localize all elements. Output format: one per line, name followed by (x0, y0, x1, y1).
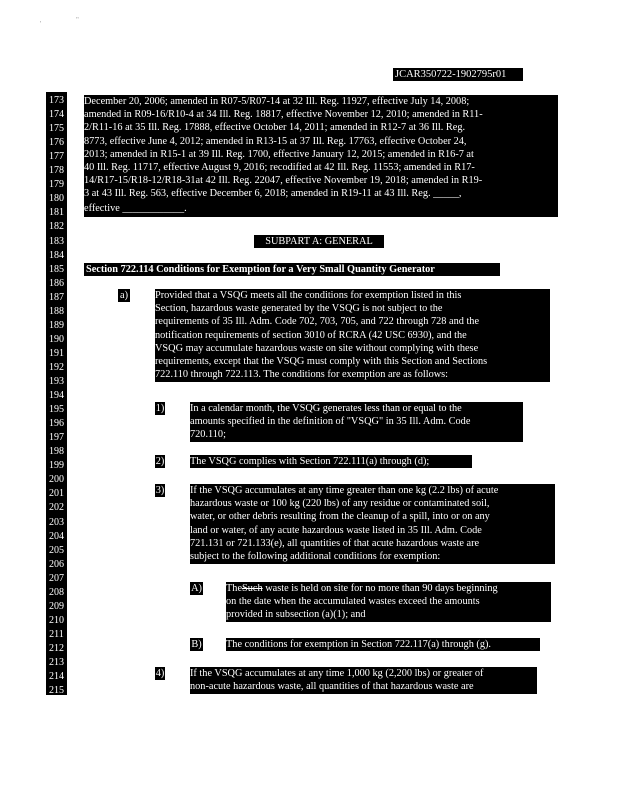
line-number: 204 (49, 530, 64, 542)
line-number: 177 (49, 151, 64, 163)
line-number: 212 (49, 642, 64, 654)
line-number: 203 (49, 516, 64, 528)
document-id: JCAR350722-1902795r01 (393, 68, 523, 81)
para-a-label: a) (120, 290, 128, 301)
history-line: 2/R11-16 at 35 Ill. Reg. 17888, effective October 14, 2011; amended in R12-7 at 36 Ill. Reg. (84, 122, 466, 134)
line-number: 181 (49, 207, 64, 219)
item-3B-text: The conditions for exemption in Section 722.117(a) through (g). (226, 638, 540, 651)
line-number: 182 (49, 221, 64, 233)
line-number: 191 (49, 347, 64, 359)
line-number: 174 (49, 109, 64, 121)
line-number: 196 (49, 418, 64, 430)
para-a-text: Provided that a VSQG meets all the conditions for exemption listed in this Section, hazardous waste generated by the VSQG is not subject to the requirements of 35 Ill. Adm. Code 702, 703, 705, and 722 through 728 and the notification requirements of section 3010 of RCRA (42 USC 6930), and the VSQG may accumulate hazardous waste on site without complying with these requirements, except that the VSQG must comply with this Section and Sections 722.110 through 722.113. The conditions for exemption are as follows: (155, 289, 550, 382)
line-number: 198 (49, 446, 64, 458)
line-number: 178 (49, 165, 64, 177)
line-number: 186 (49, 277, 64, 289)
item-3-text: If the VSQG accumulates at any time greater than one kg (2.2 lbs) of acute hazardous waste or 100 kg (220 lbs) of any residue or contaminated soil, water, or other debris resulting from the cleanup of a spill, into or on any land or water, of any acute hazardous waste listed in 35 Ill. Adm. Code 721.131 or 721.133(e), all quantities of that acute hazardous waste are subject to the following additional conditions for exemption: (190, 484, 555, 564)
history-line: 8773, effective June 4, 2012; amended in R13-15 at 37 Ill. Reg. 17763, effective October 24, (84, 135, 467, 147)
history-line: 3 at 43 Ill. Reg. 563, effective December 6, 2018; amended in R19-11 at 43 Ill. Reg. _____, (84, 188, 462, 200)
line-number: 213 (49, 657, 64, 668)
line-number: 184 (49, 249, 64, 261)
line-number: 183 (49, 235, 64, 247)
history-line: 14/R17-15/R18-12/R18-31at 42 Ill. Reg. 22047, effective November 19, 2018; amended in R19- (84, 175, 483, 187)
line-number: 187 (49, 291, 64, 303)
item-1-text: In a calendar month, the VSQG generates less than or equal to the amounts specified in the definition of "VSQG" in 35 Ill. Adm. Code 720.110; (190, 402, 523, 442)
line-number: 209 (49, 600, 64, 612)
line-number: 194 (49, 390, 64, 402)
item-3-label: 3) (155, 485, 165, 496)
history-line: amended in R09-16/R10-4 at 34 Ill. Reg. 18817, effective November 12, 2010; amended in R11- (84, 109, 483, 121)
line-number: 180 (49, 193, 64, 205)
subpart-heading: SUBPART A: GENERAL (254, 235, 384, 248)
line-number: 210 (49, 614, 64, 626)
item-4-text: If the VSQG accumulates at any time 1,000 kg (2,200 lbs) or greater of non-acute hazardous waste, all quantities of that hazardous waste are (190, 667, 537, 694)
deleted-text: Such (242, 583, 263, 594)
line-number: 206 (49, 558, 64, 570)
line-number: 207 (49, 572, 64, 584)
item-3A-label: A) (191, 583, 202, 594)
line-number: 190 (49, 333, 64, 345)
line-number: 173 (49, 95, 64, 106)
line-number: 179 (49, 179, 64, 191)
scan-mark: " (76, 16, 79, 24)
item-4-label: 4) (155, 668, 165, 679)
item-1-label: 1) (155, 403, 165, 414)
line-number: 208 (49, 586, 64, 598)
line-number: 175 (49, 123, 64, 135)
line-number: 193 (49, 376, 64, 387)
line-number: 195 (49, 404, 64, 416)
history-line: December 20, 2006; amended in R07-5/R07-14 at 32 Ill. Reg. 11927, effective July 14, 2008; (84, 96, 470, 107)
item-3B-label: B) (191, 639, 202, 650)
line-number: 200 (49, 474, 64, 486)
line-number: 185 (49, 263, 64, 275)
line-number: 189 (49, 319, 64, 331)
source-history (84, 95, 558, 217)
line-number: 214 (49, 671, 64, 683)
scan-mark: ' (40, 20, 42, 28)
section-heading: Section 722.114 Conditions for Exemption for a Very Small Quantity Generator (84, 263, 500, 276)
line-number: 176 (49, 137, 64, 149)
line-number: 192 (49, 361, 64, 373)
item-2-text: The VSQG complies with Section 722.111(a) through (d); (190, 455, 472, 468)
line-number: 188 (49, 305, 64, 317)
history-line: 40 Ill. Reg. 11717, effective August 9, 2016; recodified at 42 Ill. Reg. 11553; amended in R17- (84, 162, 475, 174)
line-number: 202 (49, 502, 64, 514)
line-number: 205 (49, 544, 64, 556)
history-last-line: effective ____________. (84, 202, 208, 216)
history-line: 2013; amended in R15-1 at 39 Ill. Reg. 1700, effective January 12, 2015; amended in R16-7 at (84, 148, 474, 160)
line-number: 201 (49, 488, 64, 500)
item-3A-text: TheSuch waste is held on site for no more than 90 days beginning on the date when the accumulated wastes exceed the amounts provided in subsection (a)(1); and (226, 582, 551, 622)
item-2-label: 2) (155, 456, 165, 467)
line-number: 199 (49, 460, 64, 472)
line-number: 211 (49, 628, 64, 640)
line-number: 197 (49, 432, 64, 444)
line-number: 215 (49, 685, 64, 697)
